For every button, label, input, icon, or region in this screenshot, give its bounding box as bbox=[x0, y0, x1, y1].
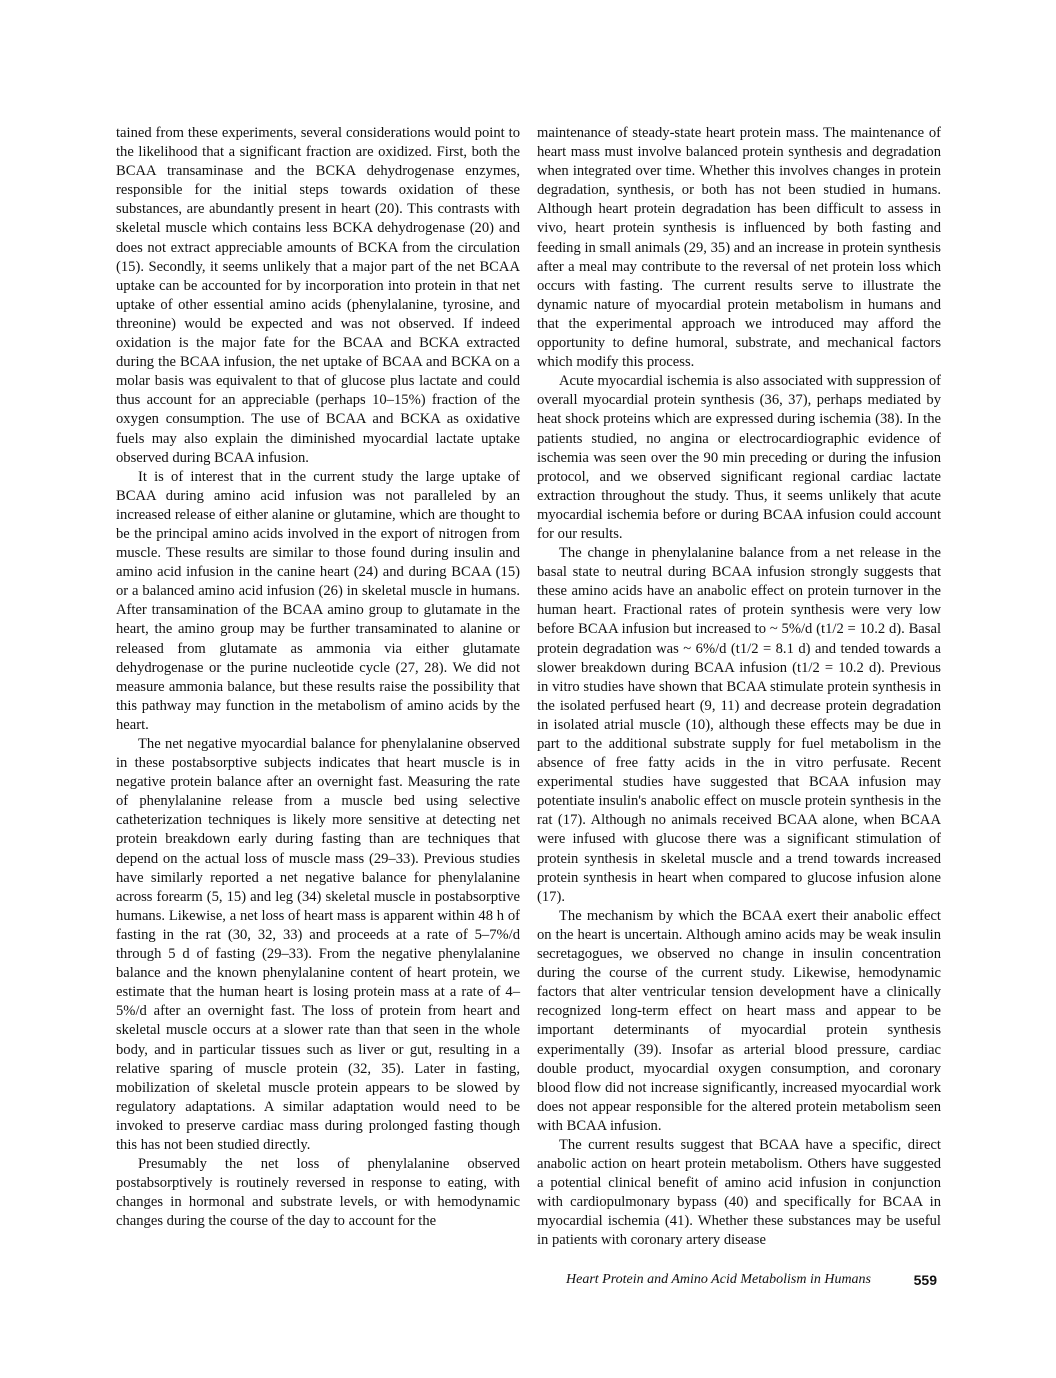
paragraph: Presumably the net loss of phenylalanine observed postabsorptively is routinely reversed in response to eating, with changes in hormonal and substrate levels, or with hemodynamic changes during the course of the day to account for the bbox=[116, 1156, 520, 1230]
paragraph: Acute myocardial ischemia is also associated with suppression of overall myocardial protein synthesis (36, 37), perhaps mediated by heat shock proteins which are expressed during ischemia (38). In the patients studied, no angina or electrocardiographic evidence of ischemia was seen over the 90 min preceding or during the infusion protocol, and we observed significant regional cardiac lactate extraction throughout the study. Thus, it seems unlikely that acute myocardial ischemia before or during BCAA infusion could account for our results. bbox=[537, 373, 941, 542]
paragraph: tained from these experiments, several considerations would point to the likelihood that a significant fraction are oxidized. First, both the BCAA transaminase and the BCKA dehydrogenase enzymes, responsible for the initial steps towards oxidation of these substances, are abundantly present in heart (20). This contrasts with skeletal muscle which contains less BCKA dehydrogenase (20) and does not extract appreciable amounts of BCKA from the circulation (15). Secondly, it seems unlikely that a major part of the net BCAA uptake can be accounted for by incorporation into protein in that net uptake of other essential amino acids (phenylalanine, tyrosine, and threonine) would be expected and was not observed. If indeed oxidation is the major fate for the BCAA and BCKA extracted during the BCAA infusion, the net uptake of BCAA and BCKA on a molar basis was equivalent to that of glucose plus lactate and could thus account for an appreciable (perhaps 10–15%) fraction of the oxygen consumption. The use of BCAA and BCKA as oxidative fuels may also explain the diminished myocardial lactate uptake observed during BCAA infusion. bbox=[116, 125, 520, 466]
paragraph: maintenance of steady-state heart protein mass. The maintenance of heart mass must involve balanced protein synthesis and degradation when integrated over time. Whether this involves changes in protein degradation, synthesis, or both has not been studied in humans. Although heart protein degradation has been difficult to assess in vivo, heart protein synthesis is influenced by both fasting and feeding in small animals (29, 35) and an increase in protein synthesis after a meal may contribute to the reversal of net protein loss which occurs with fasting. The current results serve to illustrate the dynamic nature of myocardial protein metabolism in humans and that the experimental approach we introduced may afford the opportunity to define humoral, substrate, and mechanical factors which modify this process. bbox=[537, 125, 941, 371]
right-column bbox=[537, 124, 941, 1251]
paragraph: The current results suggest that BCAA have a specific, direct anabolic action on heart protein metabolism. Others have suggested a potential clinical benefit of amino acid infusion in conjunction with cardiopulmonary bypass (40) and specifically for BCAA in myocardial ischemia (41). Whether these substances may be useful in patients with coronary artery disease bbox=[537, 1136, 941, 1249]
left-column bbox=[116, 124, 520, 1231]
paragraph: The mechanism by which the BCAA exert their anabolic effect on the heart is uncertain. Although amino acids may be weak insulin secretagogues, we observed no change in insulin concentration during the course of the current study. Likewise, hemodynamic factors that alter ventricular tension development have a clinically recognized long-term effect on heart mass and appear to be important determinants of myocardial protein synthesis experimentally (39). Insofar as arterial blood pressure, cardiac double product, myocardial oxygen consumption, and coronary blood flow did not increase significantly, increased myocardial work does not appear responsible for the altered protein metabolism seen with BCAA infusion. bbox=[537, 907, 941, 1134]
paragraph: The change in phenylalanine balance from a net release in the basal state to neutral during BCAA infusion strongly suggests that these amino acids have an anabolic effect on protein turnover in the human heart. Fractional rates of protein synthesis were very low before BCAA infusion but increased to ~ 5%/d (t1/2 = 10.2 d). Basal protein degradation was ~ 6%/d (t1/2 = 8.1 d) and tended towards a slower breakdown during BCAA infusion (t1/2 = 10.2 d). Previous in vitro studies have shown that BCAA stimulate protein synthesis in the isolated perfused heart (9, 11) and decrease protein degradation in isolated atrial muscle (10), although these effects may be due in part to the additional substrate supply for fuel metabolism in the absence of free fatty acids in the in vitro perfusate. Recent experimental studies have suggested that BCAA infusion may potentiate insulin's anabolic effect on muscle protein synthesis in the rat (17). Although no animals received BCAA alone, when BCAA were infused with glucose there was a significant stimulation of protein synthesis in skeletal muscle and a trend towards increased protein synthesis in heart when compared to glucose infusion alone (17). bbox=[537, 545, 941, 905]
running-title: Heart Protein and Amino Acid Metabolism in Humans bbox=[566, 1272, 871, 1287]
page-footer bbox=[537, 1272, 941, 1292]
page-number: 559 bbox=[913, 1272, 937, 1288]
paragraph: The net negative myocardial balance for phenylalanine observed in these postabsorptive subjects indicates that heart muscle is in negative protein balance after an overnight fast. Measuring the rate of phenylalanine release from a muscle bed using selective catheterization techniques is likely more sensitive at detecting net protein breakdown early during fasting than are techniques that depend on the actual loss of muscle mass (29–33). Previous studies have similarly reported a net negative balance for phenylalanine across forearm (5, 15) and leg (34) skeletal muscle in postabsorptive humans. Likewise, a net loss of heart mass is apparent within 48 h of fasting in the rat (30, 32, 33) and proceeds at a rate of 5–7%/d through 5 d of fasting (29–33). From the negative phenylalanine balance and the known phenylalanine content of heart protein, we estimate that the human heart is losing protein mass at a rate of 4–5%/d after an overnight fast. The loss of protein from heart and skeletal muscle occurs at a slower rate than that seen in the whole body, and in particular tissues such as liver or gut, resulting in a relative sparing of muscle protein (32, 35). Later in fasting, mobilization of skeletal muscle protein appears to be slowed by regulatory adaptations. A similar adaptation would need to be invoked to preserve cardiac mass during prolonged fasting though this has not been studied directly. bbox=[116, 736, 520, 1153]
paragraph: It is of interest that in the current study the large uptake of BCAA during amino acid infusion was not paralleled by an increased release of either alanine or glutamine, which are thought to be the principal amino acids involved in the export of nitrogen from muscle. These results are similar to those found during insulin and amino acid infusion in the canine heart (24) and during BCAA (15) or a balanced amino acid infusion (26) in skeletal muscle in humans. After transamination of the BCAA amino group to glutamate in the heart, the amino group may be further transaminated to alanine or released from glutamate as ammonia via either glutamate dehydrogenase or the purine nucleotide cycle (27, 28). We did not measure ammonia balance, but these results raise the possibility that this pathway may function in the metabolism of amino acids by the heart. bbox=[116, 468, 520, 733]
